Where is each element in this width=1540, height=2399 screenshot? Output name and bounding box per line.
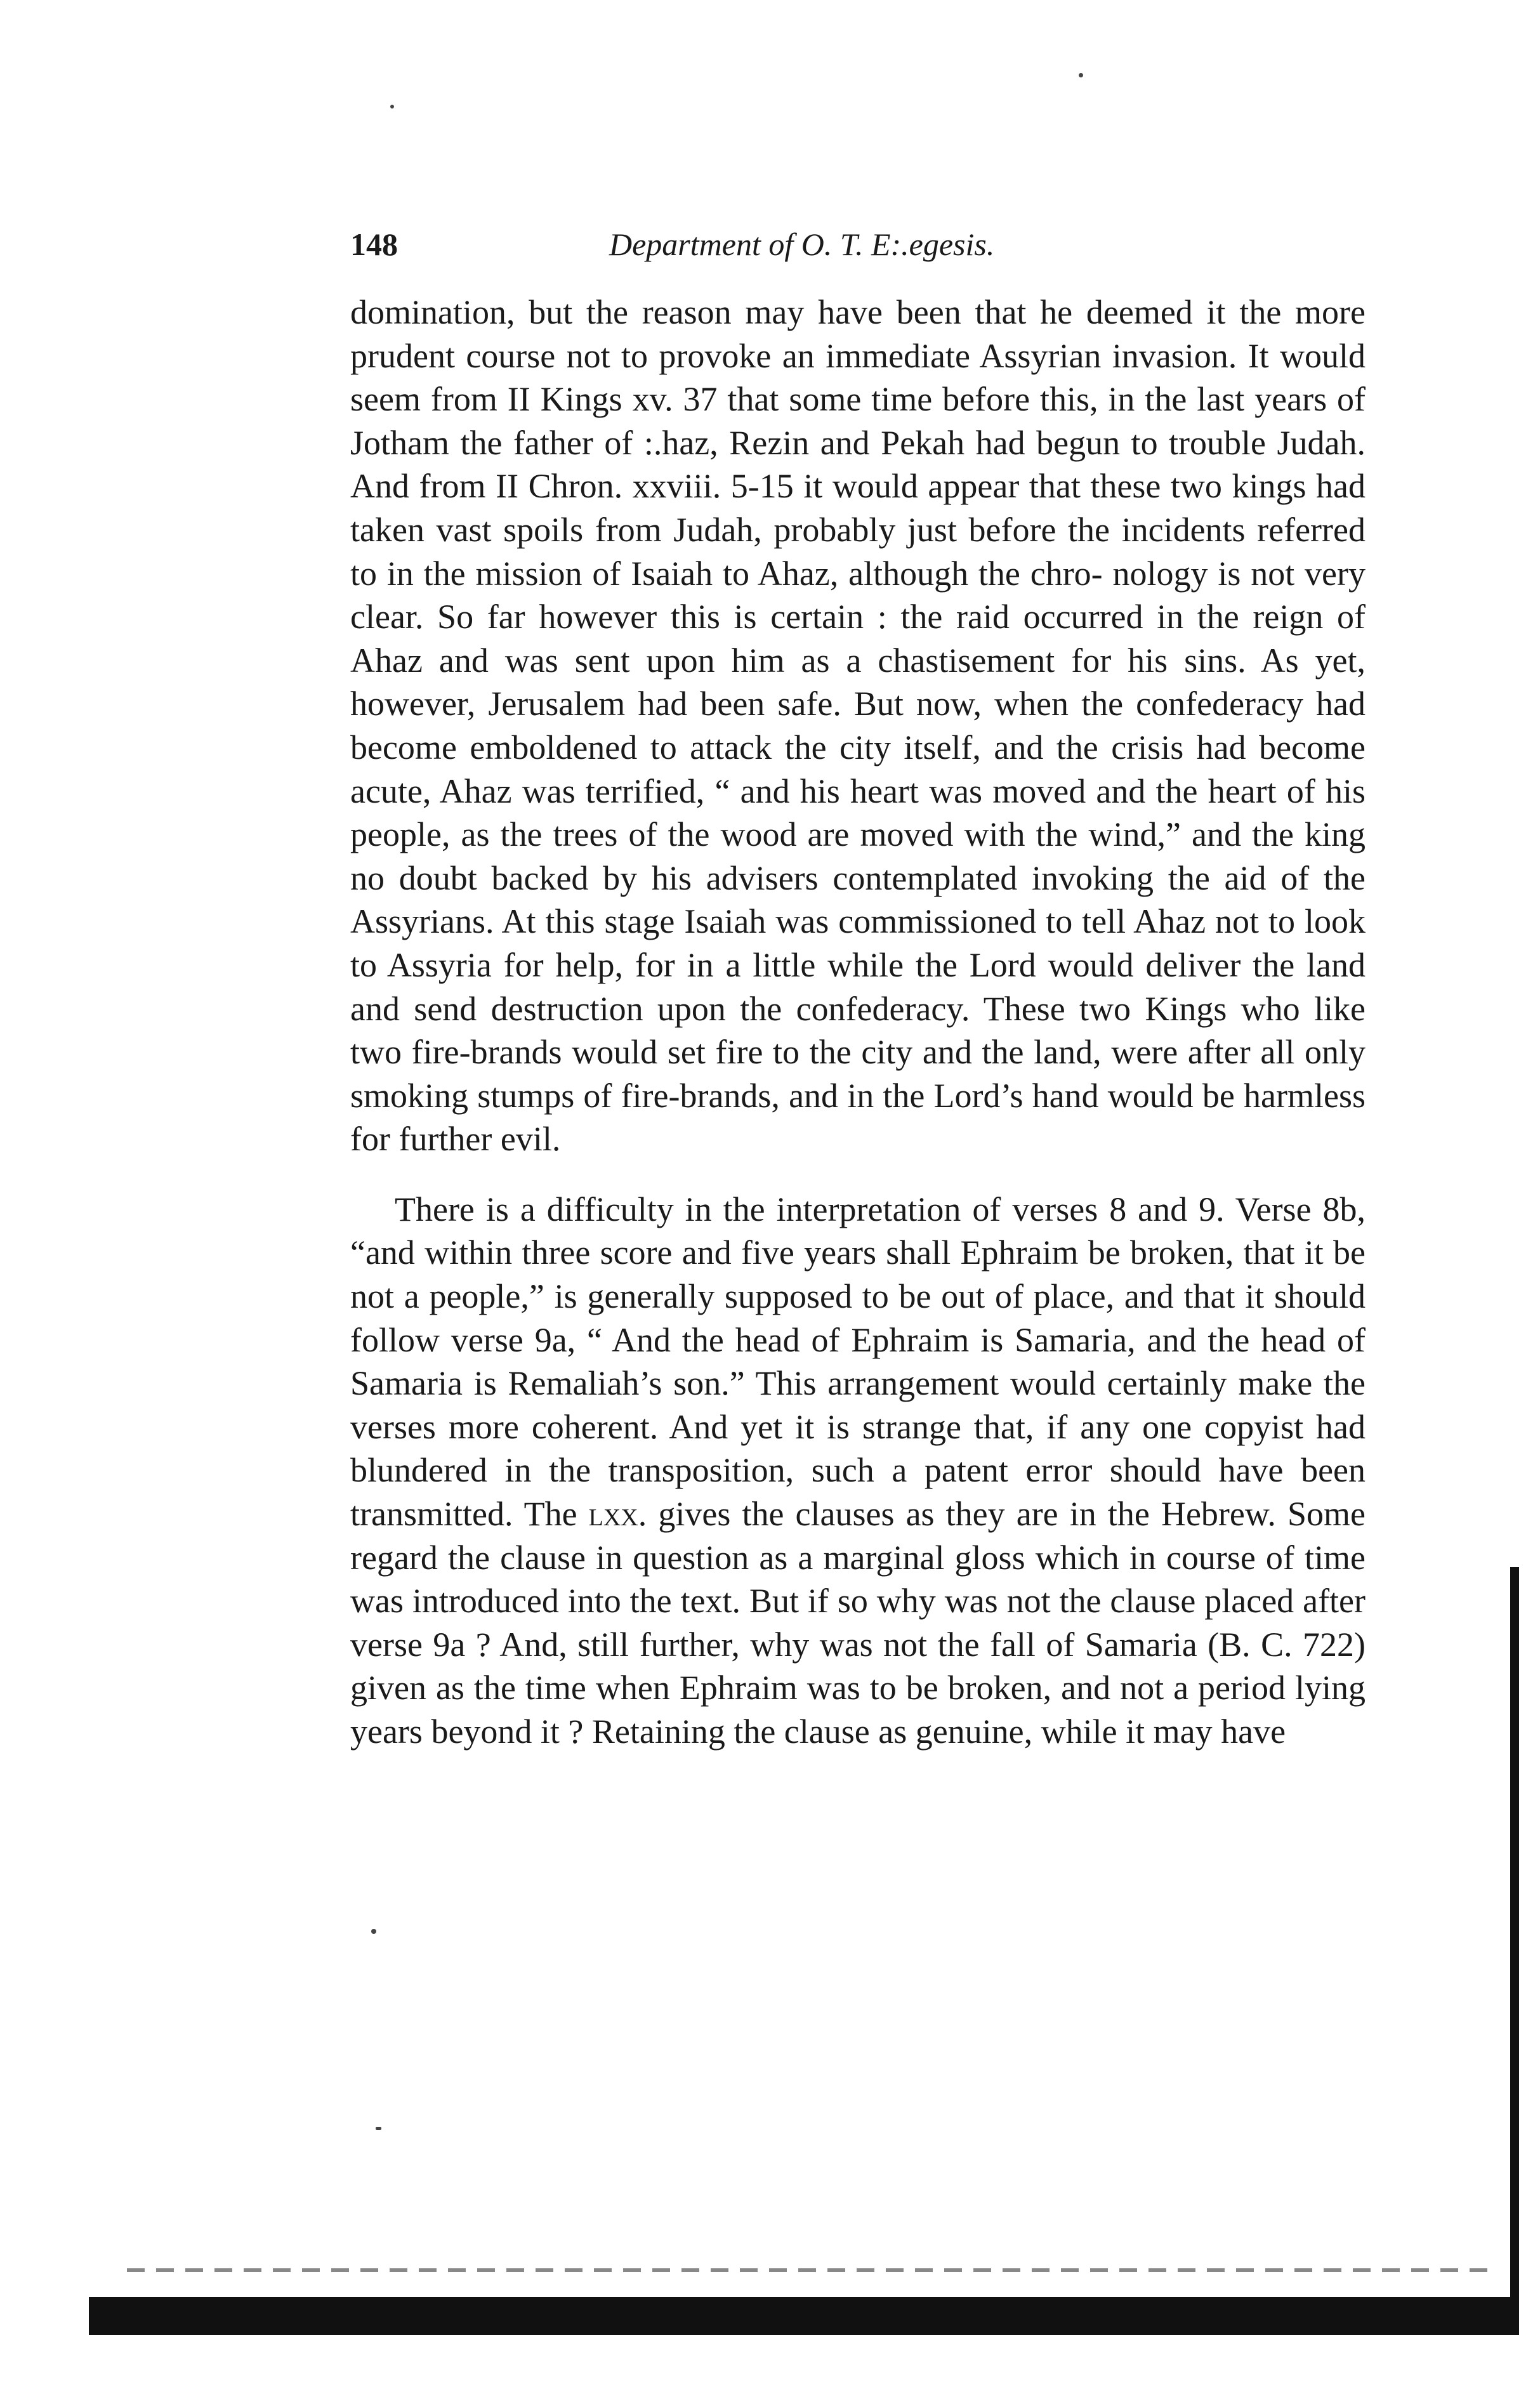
text-line: referred to in the mission of Isaiah to Ahaz, although the chro-: [350, 510, 1366, 593]
running-header: [350, 219, 1366, 270]
text-line: son.” This arrangement would certainly make the verses more: [350, 1364, 1366, 1446]
text-line: the Lord would deliver the land and send destruction upon the: [350, 945, 1366, 1028]
text-line: before this, in the last years of Jotham the father of :.haz,: [350, 380, 1366, 462]
scan-smudge-line: [127, 2268, 1491, 2272]
text-line: Verse 8b, “and within three score and five years shall Ephraim: [350, 1190, 1366, 1272]
scan-edge-right: [1510, 1567, 1519, 2297]
text-line: coherent. And yet it is strange that, if any one copyist had: [531, 1407, 1366, 1446]
scan-speck: [390, 105, 394, 108]
scan-speck: [376, 2127, 381, 2130]
page-number: 148: [350, 227, 398, 262]
text-line: Hebrew. Some regard the clause in question as a marginal gloss: [350, 1495, 1366, 1577]
text-line: which in course of time was introduced into the text. But if so: [350, 1538, 1366, 1620]
text-line: chastisement for his sins. As yet, however, Jerusalem had been: [350, 641, 1366, 723]
text-line: domination, but the reason may have been that he deemed it: [350, 293, 1226, 331]
text-line: be broken, that it be not a people,” is generally supposed to be: [350, 1233, 1366, 1316]
text-line: why was not the clause placed after verse 9a ? And, still further,: [350, 1582, 1366, 1664]
text-line: beyond it ? Retaining the clause as genuine, while it may have: [431, 1712, 1286, 1751]
text-line: the more prudent course not to provoke an immediate Assyrian: [350, 293, 1366, 375]
scan-edge-bottom: [89, 2297, 1519, 2335]
text-line: nology is not very clear. So far however this is certain : the: [350, 554, 1366, 636]
text-line: out of place, and that it should follow verse 9a, “ And the head: [350, 1277, 1366, 1359]
paragraph-2: [350, 1188, 1366, 1754]
paragraph-1: [350, 291, 1366, 1161]
text-line: people, as the trees of the wood are moved with the wind,” and: [350, 815, 1241, 854]
text-line: Chron. xxviii. 5-15 it would appear that these two kings had: [528, 467, 1366, 506]
text-line: invasion. It would seem from II Kings xv. 37 that some time: [350, 336, 1366, 419]
text-line: when Ephraim was to be broken, and not a period lying years: [350, 1669, 1366, 1751]
text-line: confederacy. These two Kings who like two fire-brands would: [350, 989, 1366, 1072]
text-line: of Ephraim is Samaria, and the head of Samaria is Remaliah’s: [350, 1320, 1366, 1403]
text-line: was terrified, “ and his heart was moved and the heart of his: [522, 772, 1366, 810]
text-line: the king no doubt backed by his advisers contemplated invoking: [350, 815, 1366, 897]
body-text: [350, 291, 1366, 1754]
text-line: Rezin and Pekah had begun to trouble Judah. And from II: [350, 423, 1366, 506]
text-line: raid occurred in the reign of Ahaz and was sent upon him as a: [350, 598, 1366, 680]
text-line: for further evil.: [350, 1120, 561, 1159]
running-title: Department of O. T. E:.egesis.: [609, 227, 995, 262]
text-line: set fire to the city and the land, were after all only smoking: [350, 1033, 1366, 1115]
text-line: blundered in the transposition, such a patent error should have: [350, 1451, 1284, 1490]
text-line: why was not the fall of Samaria (B. C. 722) given as the time: [350, 1625, 1366, 1707]
text-line: to attack the city itself, and the crisis had become acute, Ahaz: [350, 728, 1366, 810]
text-line: the aid of the Assyrians. At this stage Isaiah was commissioned: [350, 858, 1366, 941]
scan-speck: [1079, 73, 1083, 77]
scan-speck: [371, 1929, 376, 1934]
text-line: to tell Ahaz not to look to Assyria for help, for in a little while: [350, 902, 1366, 984]
text-line: stumps of fire-brands, and in the Lord’s hand would be harmless: [477, 1076, 1366, 1115]
text-line: There is a difficulty in the interpretation of verses 8 and 9.: [395, 1190, 1225, 1228]
text-line: been transmitted. The lxx. gives the clauses as they are in the: [350, 1451, 1366, 1534]
text-line: taken vast spoils from Judah, probably just before the incidents: [350, 510, 1246, 549]
text-line: safe. But now, when the confederacy had become emboldened: [350, 685, 1366, 766]
